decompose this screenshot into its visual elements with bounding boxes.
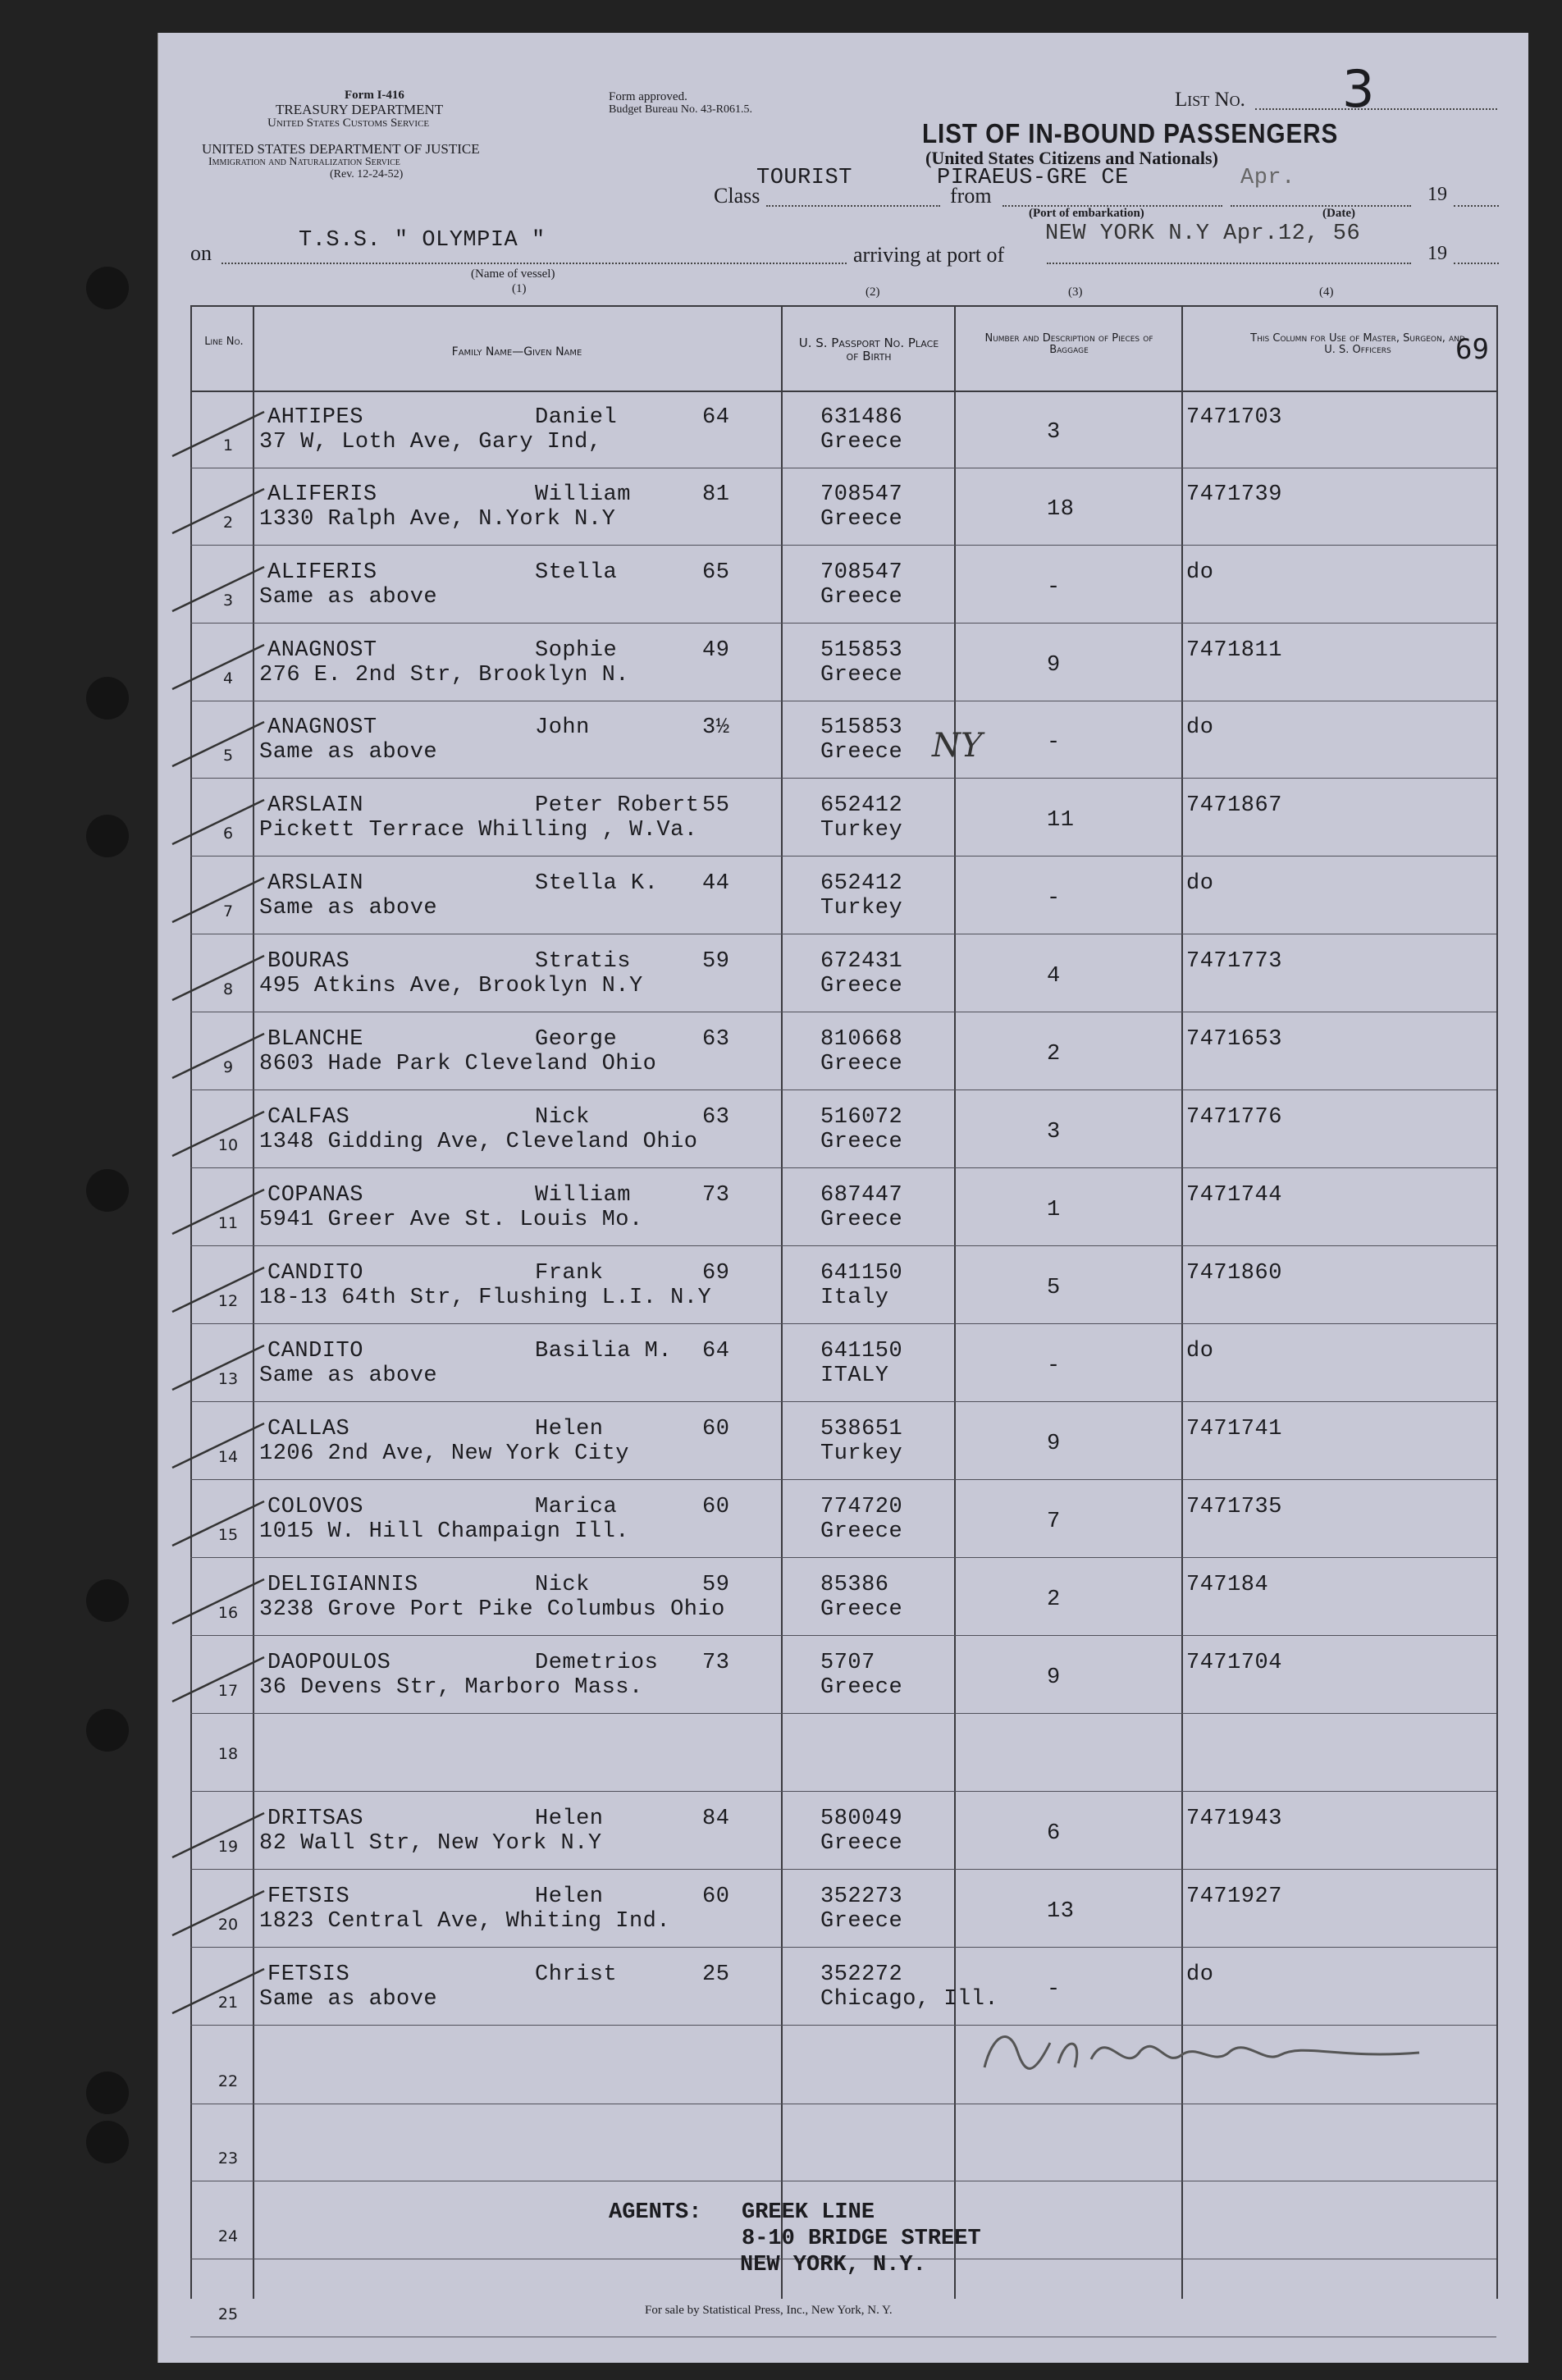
- family-name: ARSLAIN: [267, 793, 363, 818]
- col-3-caption: (3): [1068, 286, 1083, 299]
- officer-entry: 7471703: [1186, 405, 1282, 430]
- table-row: [0, 1871, 1562, 1948]
- passport-number: 708547: [820, 482, 903, 507]
- line-number: 10: [217, 1136, 239, 1154]
- list-no-label: List No.: [1175, 89, 1245, 111]
- place-of-birth: ITALY: [820, 1364, 889, 1388]
- baggage-count: -: [1047, 730, 1061, 755]
- baggage-count: 7: [1047, 1510, 1061, 1534]
- baggage-count: 1: [1047, 1198, 1061, 1222]
- line-number: 21: [217, 1994, 239, 2012]
- line-number: 17: [217, 1682, 239, 1700]
- age: 64: [702, 1339, 730, 1364]
- check-mark-icon: [169, 1576, 267, 1625]
- baggage-count: 4: [1047, 964, 1061, 989]
- check-mark-icon: [169, 719, 267, 768]
- line-number: 3: [222, 592, 234, 610]
- arrival-port-date: NEW YORK N.Y Apr.12, 56: [1045, 222, 1361, 246]
- line-number: 9: [222, 1058, 234, 1076]
- check-mark-icon: [169, 875, 267, 924]
- given-name: Demetrios: [535, 1651, 659, 1675]
- officer-entry: 7471741: [1186, 1417, 1282, 1441]
- table-row: [0, 1638, 1562, 1715]
- table-row: [0, 1715, 1562, 1793]
- address: Same as above: [259, 896, 438, 920]
- check-mark-icon: [169, 642, 267, 691]
- address: 82 Wall Str, New York N.Y: [259, 1831, 602, 1856]
- check-mark-icon: [169, 409, 267, 458]
- baggage-count: 9: [1047, 1432, 1061, 1456]
- age: 49: [702, 638, 730, 663]
- form-title: LIST OF IN-BOUND PASSENGERS: [922, 118, 1339, 148]
- given-name: Marica: [535, 1495, 618, 1519]
- baggage-count: 9: [1047, 1665, 1061, 1690]
- place-of-birth: Greece: [820, 1130, 903, 1154]
- given-name: Stratis: [535, 949, 631, 974]
- age: 69: [702, 1261, 730, 1286]
- table-row: [0, 1170, 1562, 1247]
- age: 64: [702, 405, 730, 430]
- given-name: Nick: [535, 1105, 590, 1130]
- family-name: ARSLAIN: [267, 871, 363, 896]
- table-row: [0, 2105, 1562, 2182]
- family-name: ALIFERIS: [267, 560, 377, 585]
- check-mark-icon: [169, 1810, 267, 1859]
- given-name: William: [535, 482, 631, 507]
- check-mark-icon: [169, 1966, 267, 2015]
- line-number: 12: [217, 1292, 239, 1310]
- age: 84: [702, 1807, 730, 1831]
- line-number: 13: [217, 1370, 239, 1388]
- officer-entry: 7471943: [1186, 1807, 1282, 1831]
- check-mark-icon: [169, 1030, 267, 1080]
- check-mark-icon: [169, 1264, 267, 1313]
- line-number: 20: [217, 1916, 239, 1934]
- place-of-birth: Greece: [820, 507, 903, 532]
- officer-entry: 7471811: [1186, 638, 1282, 663]
- baggage-count: 11: [1047, 808, 1075, 833]
- age: 3½: [702, 715, 730, 740]
- given-name: George: [535, 1027, 618, 1052]
- officer-entry: 7471735: [1186, 1495, 1282, 1519]
- check-mark-icon: [169, 1342, 267, 1391]
- line-number: 7: [222, 902, 234, 920]
- place-of-birth: Greece: [820, 1909, 903, 1934]
- line-number: 25: [217, 2305, 239, 2323]
- baggage-count: 3: [1047, 420, 1061, 445]
- officer-entry: 7471739: [1186, 482, 1282, 507]
- passport-number: 652412: [820, 793, 903, 818]
- line-number: 18: [217, 1745, 239, 1763]
- given-name: Helen: [535, 1417, 604, 1441]
- line-number: 1: [222, 436, 234, 455]
- family-name: BLANCHE: [267, 1027, 363, 1052]
- form-subtitle: (United States Citizens and Nationals): [925, 148, 1218, 168]
- check-mark-icon: [169, 952, 267, 1002]
- embarkation-date: Apr.: [1240, 166, 1295, 190]
- place-of-birth: Italy: [820, 1286, 889, 1310]
- place-of-birth: Greece: [820, 1052, 903, 1076]
- line-number: 24: [217, 2227, 239, 2245]
- passport-number: 538651: [820, 1417, 903, 1441]
- table-row: [0, 1248, 1562, 1325]
- customs-service: United States Customs Service: [267, 116, 430, 130]
- class-label: Class: [714, 184, 760, 208]
- passport-number: 85386: [820, 1573, 889, 1597]
- place-of-birth: Turkey: [820, 1441, 903, 1466]
- passport-number: 708547: [820, 560, 903, 585]
- passport-number: 652412: [820, 871, 903, 896]
- family-name: ANAGNOST: [267, 715, 377, 740]
- family-name: CANDITO: [267, 1339, 363, 1364]
- check-mark-icon: [169, 1420, 267, 1469]
- address: 8603 Hade Park Cleveland Ohio: [259, 1052, 657, 1076]
- address: 3238 Grove Port Pike Columbus Ohio: [259, 1597, 725, 1622]
- baggage-count: 3: [1047, 1120, 1061, 1144]
- given-name: Sophie: [535, 638, 618, 663]
- age: 73: [702, 1183, 730, 1208]
- address: 1206 2nd Ave, New York City: [259, 1441, 629, 1466]
- passport-number: 687447: [820, 1183, 903, 1208]
- arriving-label: arriving at port of: [853, 243, 1005, 267]
- baggage-count: 18: [1047, 497, 1075, 522]
- place-of-birth: Turkey: [820, 896, 903, 920]
- line-number: 16: [217, 1604, 239, 1622]
- page-count: 69: [1455, 333, 1489, 366]
- officer-entry: 7471860: [1186, 1261, 1282, 1286]
- passport-number: 631486: [820, 405, 903, 430]
- check-mark-icon: [169, 1888, 267, 1937]
- given-name: Helen: [535, 1807, 604, 1831]
- check-mark-icon: [169, 1186, 267, 1236]
- footer-printer: For sale by Statistical Press, Inc., New York, N. Y.: [645, 2304, 893, 2317]
- passport-number: 352272: [820, 1962, 903, 1987]
- place-of-birth: Greece: [820, 1519, 903, 1544]
- baggage-count: 13: [1047, 1899, 1075, 1924]
- given-name: John: [535, 715, 590, 740]
- year-prefix: 19: [1427, 184, 1447, 205]
- family-name: ANAGNOST: [267, 638, 377, 663]
- line-number: 22: [217, 2072, 239, 2090]
- passport-number: 352273: [820, 1884, 903, 1909]
- justice-department: UNITED STATES DEPARTMENT OF JUSTICE: [202, 141, 480, 157]
- place-of-birth: Greece: [820, 585, 903, 610]
- line-number: 2: [222, 514, 234, 532]
- age: 25: [702, 1962, 730, 1987]
- address: 36 Devens Str, Marboro Mass.: [259, 1675, 643, 1700]
- given-name: Helen: [535, 1884, 604, 1909]
- birth-correction-note: NY: [932, 727, 983, 765]
- age: 60: [702, 1495, 730, 1519]
- on-label: on: [190, 241, 212, 265]
- place-of-birth: Greece: [820, 430, 903, 455]
- age: 63: [702, 1105, 730, 1130]
- vessel-name: T.S.S. " OLYMPIA ": [299, 228, 546, 253]
- baggage-count: 9: [1047, 653, 1061, 678]
- officer-entry: do: [1186, 560, 1214, 585]
- address: Same as above: [259, 1987, 438, 2012]
- line-number: 15: [217, 1526, 239, 1544]
- check-mark-icon: [169, 1654, 267, 1703]
- given-name: Basilia M.: [535, 1339, 673, 1364]
- line-number: 23: [217, 2149, 239, 2168]
- baggage-count: -: [1047, 886, 1061, 911]
- line-number: 4: [222, 669, 234, 688]
- given-name: Nick: [535, 1573, 590, 1597]
- age: 81: [702, 482, 730, 507]
- address: 1823 Central Ave, Whiting Ind.: [259, 1909, 671, 1934]
- table-row: [0, 625, 1562, 702]
- table-row: [0, 547, 1562, 624]
- address: 276 E. 2nd Str, Brooklyn N.: [259, 663, 629, 688]
- address: 495 Atkins Ave, Brooklyn N.Y: [259, 974, 643, 998]
- line-number: 14: [217, 1448, 239, 1466]
- family-name: FETSIS: [267, 1884, 350, 1909]
- col-2-caption: (2): [865, 286, 880, 299]
- family-name: DELIGIANNIS: [267, 1573, 418, 1597]
- address: 1330 Ralph Ave, N.York N.Y: [259, 507, 616, 532]
- baggage-count: 5: [1047, 1276, 1061, 1300]
- agents-label: AGENTS:: [609, 2200, 702, 2225]
- table-row: [0, 469, 1562, 546]
- table-row: [0, 392, 1562, 469]
- passport-number: 641150: [820, 1261, 903, 1286]
- place-of-birth: Greece: [820, 663, 903, 688]
- header-name: Family Name—Given Name: [451, 345, 582, 359]
- check-mark-icon: [169, 797, 267, 846]
- address: 5941 Greer Ave St. Louis Mo.: [259, 1208, 643, 1232]
- form-number: Form I-416: [345, 89, 404, 102]
- line-number: 8: [222, 980, 234, 998]
- address: Same as above: [259, 585, 438, 610]
- baggage-count: 2: [1047, 1042, 1061, 1067]
- table-row: [0, 1092, 1562, 1169]
- table-row: [0, 858, 1562, 935]
- form-revision: (Rev. 12-24-52): [330, 168, 404, 180]
- address: 1015 W. Hill Champaign Ill.: [259, 1519, 629, 1544]
- baggage-count: -: [1047, 1354, 1061, 1378]
- given-name: Peter Robert: [535, 793, 700, 818]
- date-caption: (Date): [1322, 207, 1355, 220]
- table-row: [0, 702, 1562, 779]
- col-1-caption: (1): [512, 282, 527, 295]
- officer-entry: 7471773: [1186, 949, 1282, 974]
- port-embarkation-caption: (Port of embarkation): [1029, 207, 1144, 220]
- form-approved: Form approved.: [609, 90, 687, 103]
- passport-number: 810668: [820, 1027, 903, 1052]
- address: 18-13 64th Str, Flushing L.I. N.Y: [259, 1286, 712, 1310]
- officer-entry: 7471704: [1186, 1651, 1282, 1675]
- family-name: CALLAS: [267, 1417, 350, 1441]
- address: Pickett Terrace Whilling , W.Va.: [259, 818, 698, 843]
- table-row: [0, 1560, 1562, 1637]
- place-of-birth: Greece: [820, 1208, 903, 1232]
- immigration-service: Immigration and Naturalization Service: [208, 156, 400, 168]
- family-name: DRITSAS: [267, 1807, 363, 1831]
- officer-entry: do: [1186, 871, 1214, 896]
- header-line-no: Line No.: [204, 336, 244, 348]
- class-value: TOURIST: [756, 166, 852, 190]
- officer-entry: 7471744: [1186, 1183, 1282, 1208]
- address: Same as above: [259, 1364, 438, 1388]
- line-number: 11: [217, 1214, 239, 1232]
- given-name: Frank: [535, 1261, 604, 1286]
- passport-number: 5707: [820, 1651, 875, 1675]
- officer-entry: 7471653: [1186, 1027, 1282, 1052]
- passport-number: 774720: [820, 1495, 903, 1519]
- baggage-count: 6: [1047, 1821, 1061, 1846]
- family-name: AHTIPES: [267, 405, 363, 430]
- header-baggage: Number and Description of Pieces of Baggage: [984, 332, 1153, 356]
- agent-city: NEW YORK, N.Y.: [740, 2253, 926, 2277]
- passport-number: 580049: [820, 1807, 903, 1831]
- officer-signature: [976, 2018, 1436, 2084]
- passport-number: 641150: [820, 1339, 903, 1364]
- passport-number: 516072: [820, 1105, 903, 1130]
- family-name: CALFAS: [267, 1105, 350, 1130]
- list-number: 3: [1342, 59, 1375, 119]
- budget-bureau: Budget Bureau No. 43-R061.5.: [609, 103, 752, 116]
- place-of-birth: Greece: [820, 1675, 903, 1700]
- passport-number: 515853: [820, 638, 903, 663]
- officer-entry: 7471776: [1186, 1105, 1282, 1130]
- family-name: CANDITO: [267, 1261, 363, 1286]
- treasury-department: TREASURY DEPARTMENT: [276, 102, 444, 117]
- age: 55: [702, 793, 730, 818]
- family-name: DAOPOULOS: [267, 1651, 391, 1675]
- family-name: FETSIS: [267, 1962, 350, 1987]
- age: 59: [702, 949, 730, 974]
- age: 63: [702, 1027, 730, 1052]
- agent-name: GREEK LINE: [742, 2200, 875, 2225]
- officer-entry: do: [1186, 1962, 1214, 1987]
- table-row: [0, 1014, 1562, 1091]
- given-name: Christ: [535, 1962, 618, 1987]
- address: 1348 Gidding Ave, Cleveland Ohio: [259, 1130, 698, 1154]
- officer-entry: do: [1186, 1339, 1214, 1364]
- place-of-birth: Greece: [820, 1831, 903, 1856]
- passport-number: 672431: [820, 949, 903, 974]
- place-of-birth: Greece: [820, 974, 903, 998]
- embarkation-port: PIRAEUS-GRE CE: [937, 166, 1129, 190]
- table-row: [0, 780, 1562, 857]
- place-of-birth: Greece: [820, 1597, 903, 1622]
- check-mark-icon: [169, 1498, 267, 1547]
- table-row: [0, 1482, 1562, 1559]
- from-label: from: [950, 184, 992, 208]
- table-row: [0, 936, 1562, 1013]
- line-number: 5: [222, 747, 234, 765]
- address: 37 W, Loth Ave, Gary Ind,: [259, 430, 602, 455]
- age: 60: [702, 1884, 730, 1909]
- table-row: [0, 1326, 1562, 1403]
- year-prefix-2: 19: [1427, 243, 1447, 264]
- family-name: COPANAS: [267, 1183, 363, 1208]
- agent-street: 8-10 BRIDGE STREET: [742, 2227, 981, 2251]
- place-of-birth: Chicago, Ill.: [820, 1987, 999, 2012]
- family-name: BOURAS: [267, 949, 350, 974]
- family-name: COLOVOS: [267, 1495, 363, 1519]
- vessel-caption: (Name of vessel): [471, 267, 555, 281]
- family-name: ALIFERIS: [267, 482, 377, 507]
- officer-entry: do: [1186, 715, 1214, 740]
- col-4-caption: (4): [1319, 286, 1334, 299]
- line-number: 19: [217, 1838, 239, 1856]
- officer-entry: 7471927: [1186, 1884, 1282, 1909]
- age: 44: [702, 871, 730, 896]
- place-of-birth: Turkey: [820, 818, 903, 843]
- baggage-count: -: [1047, 575, 1061, 600]
- given-name: Stella K.: [535, 871, 659, 896]
- place-of-birth: Greece: [820, 740, 903, 765]
- given-name: William: [535, 1183, 631, 1208]
- baggage-count: 2: [1047, 1587, 1061, 1612]
- age: 73: [702, 1651, 730, 1675]
- table-row: [0, 1404, 1562, 1481]
- age: 65: [702, 560, 730, 585]
- check-mark-icon: [169, 486, 267, 535]
- given-name: Stella: [535, 560, 618, 585]
- age: 60: [702, 1417, 730, 1441]
- officer-entry: 7471867: [1186, 793, 1282, 818]
- passport-number: 515853: [820, 715, 903, 740]
- given-name: Daniel: [535, 405, 618, 430]
- table-row: [0, 1949, 1562, 2026]
- check-mark-icon: [169, 564, 267, 613]
- header-passport: U. S. Passport No. Place of Birth: [798, 336, 939, 363]
- check-mark-icon: [169, 1108, 267, 1158]
- table-row: [0, 1793, 1562, 1871]
- address: Same as above: [259, 740, 438, 765]
- line-number: 6: [222, 825, 234, 843]
- header-officers: This Column for Use of Master, Surgeon, and U. S. Officers: [1250, 332, 1465, 356]
- officer-entry: 747184: [1186, 1573, 1269, 1597]
- baggage-count: -: [1047, 1977, 1061, 2002]
- age: 59: [702, 1573, 730, 1597]
